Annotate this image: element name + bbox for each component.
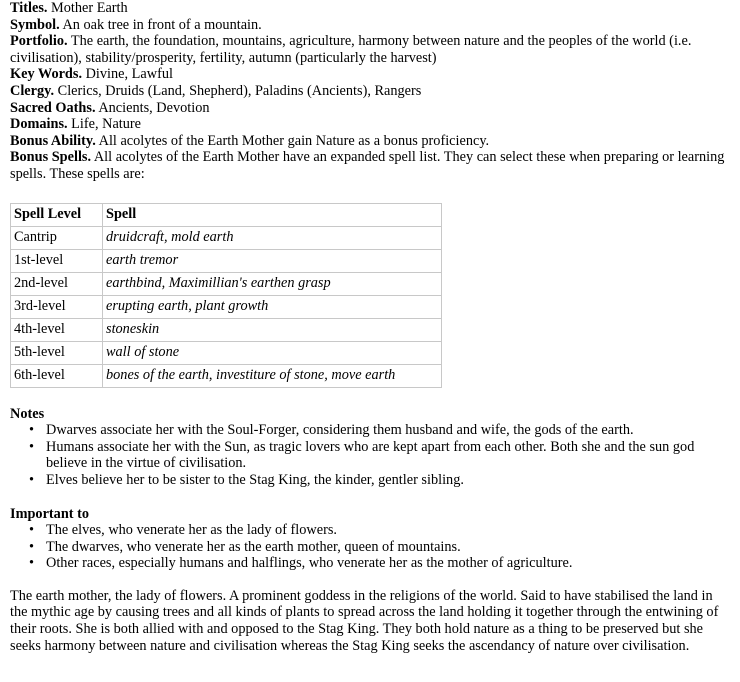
spacer [10,572,732,588]
spell-header: Spell [103,203,442,226]
list-item-text: Other races, especially humans and halflings, who venerate her as the mother of agriculture. [46,555,573,572]
field-clergy [10,83,732,100]
spell-level-cell: 3rd-level [11,295,103,318]
bullet-icon: • [29,471,35,488]
bullet-icon: • [29,538,35,555]
bullet-icon: • [29,422,35,439]
field-label: Domains. [10,116,68,133]
spell-table-header-row [11,203,442,226]
spell-cell: erupting earth, plant growth [103,295,442,318]
spell-level-cell: 1st-level [11,249,103,272]
field-titles [10,0,732,17]
field-label: Bonus Spells. [10,149,92,166]
spell-level-cell: 4th-level [11,318,103,341]
bullet-icon: • [29,555,35,572]
bullet-icon: • [29,522,35,539]
deity-entry [10,0,732,654]
field-label: Bonus Ability. [10,132,96,149]
field-value: All acolytes of the Earth Mother have an expanded spell list. They can select these when preparing or learning spells. These spells are: [10,149,725,182]
spell-level-header: Spell Level [11,203,103,226]
notes-heading: Notes [10,405,45,422]
spell-level-cell: 2nd-level [11,272,103,295]
spacer [10,183,732,199]
field-value: Ancients, Devotion [95,99,210,116]
field-value: An oak tree in front of a mountain. [59,16,262,33]
list-item-text: The dwarves, who venerate her as the earth mother, queen of mountains. [46,538,461,555]
spell-cell: druidcraft, mold earth [103,226,442,249]
spell-level-cell: Cantrip [11,226,103,249]
spell-table [10,203,442,388]
list-item-text: The elves, who venerate her as the lady of flowers. [46,522,337,539]
list-item [29,538,732,556]
list-item [29,471,732,489]
spell-cell: stoneskin [103,318,442,341]
table-row [11,249,442,272]
field-sacred-oaths [10,100,732,117]
field-value: Life, Nature [67,116,142,133]
field-label: Sacred Oaths. [10,99,96,116]
field-value: The earth, the foundation, mountains, agriculture, harmony between nature and the peoples of the world (i.e. civilisation), stability/prosperity, fertility, autumn (particularly the harvest) [10,33,692,66]
field-bonus-ability [10,133,732,150]
table-row [11,364,442,387]
field-domains [10,116,732,133]
list-item [29,555,732,572]
spell-level-cell: 6th-level [11,364,103,387]
table-row [11,318,442,341]
field-symbol [10,17,732,34]
list-item [29,438,732,472]
list-item-text: Humans associate her with the Sun, as tragic lovers who are kept apart from each other. Both she and the sun god believe in the virtue of civilisation. [46,438,695,472]
spell-cell: wall of stone [103,341,442,364]
description-paragraph: The earth mother, the lady of flowers. A prominent goddess in the religions of the world. Said to have stabilised the land in the mythic age by causing trees and all kinds of plants to spread across the land holding it together through the entwining of their roots. She is both allied with and opposed to the Stag King. They both hold nature as a thing to be preserved but she seeks harmony between nature and civilisation whereas the Stag King seeks the ascendancy of nature over civilisation. [10,587,719,654]
bullet-icon: • [29,438,35,455]
spell-level-cell: 5th-level [11,341,103,364]
field-label: Clergy. [10,82,55,99]
field-key-words [10,66,732,83]
table-row [11,226,442,249]
table-row [11,341,442,364]
field-value: Divine, Lawful [82,66,173,83]
field-value: All acolytes of the Earth Mother gain Nature as a bonus proficiency. [95,132,490,149]
table-row [11,295,442,318]
list-item [29,422,732,439]
field-value: Mother Earth [47,0,128,16]
notes-list [10,422,732,488]
list-item-text: Dwarves associate her with the Soul-Forger, considering them husband and wife, the gods of the earth. [46,422,634,439]
spell-cell: bones of the earth, investiture of stone, move earth [103,364,442,387]
table-row [11,272,442,295]
field-portfolio [10,33,732,66]
important-to-list [10,522,732,572]
list-item-text: Elves believe her to be sister to the Stag King, the kinder, gentler sibling. [46,471,464,488]
spacer [10,489,732,506]
spell-cell: earth tremor [103,249,442,272]
list-item [29,522,732,539]
field-label: Portfolio. [10,33,68,50]
field-label: Titles. [10,0,48,16]
field-label: Symbol. [10,16,60,33]
field-bonus-spells [10,149,732,182]
spacer [10,388,732,406]
spell-cell: earthbind, Maximillian's earthen grasp [103,272,442,295]
field-label: Key Words. [10,66,83,83]
important-to-heading: Important to [10,505,90,522]
field-value: Clerics, Druids (Land, Shepherd), Paladins (Ancients), Rangers [54,82,422,99]
